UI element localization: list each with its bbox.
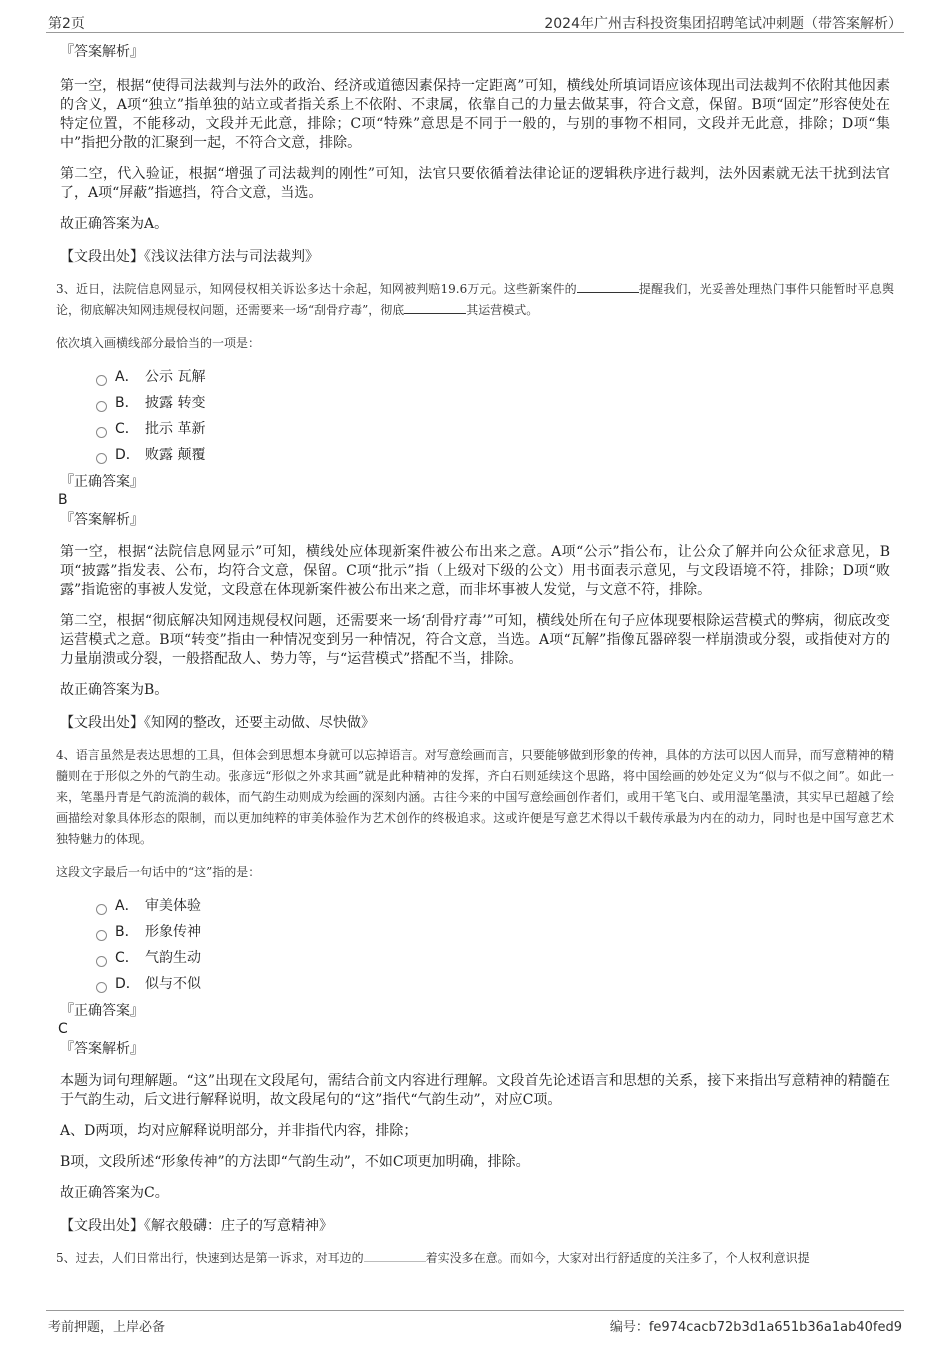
q3-conclusion: 故正确答案为B。 [60,682,169,698]
q4-stem: 4、语言虽然是表达思想的工具，但体会到思想本身就可以忘掉语言。对写意绘画而言，只要能够做到形象的传神，具体的方法可以因人而异，而写意精神的精髓则在于形似之外的气韵生动。张彦远“形似之外求其画”就是此种精神的发挥，齐白石则延续这个思路，将中国绘画的妙处定义为“似与不似之间”。如此一来，笔墨丹青是气韵流淌的载体，而气韵生动则成为绘画的深刻内涵。古往今来的中国写意绘画创作者们，或用干笔飞白、或用湿笔墨渍，其实早已超越了绘画描绘对象具体形态的限制，而以更加纯粹的审美体验作为艺术创作的终极追求。这或许便是写意艺术得以千载传承最为内在的动力，同时也是中国写意艺术独特魅力的体现。 [56,748,894,846]
option-b[interactable]: B． 披露 转变 [96,390,894,416]
radio-icon[interactable] [96,982,107,993]
radio-icon[interactable] [96,401,107,412]
correct-answer-label: 『正确答案』 [60,474,144,490]
q3-prompt: 依次填入画横线部分最恰当的一项是： [56,336,261,350]
radio-icon[interactable] [96,427,107,438]
q4-analysis-p2: A、D两项，均对应解释说明部分，并非指代内容，排除； [60,1123,418,1139]
document-code: 编号：fe974cacb72b3d1a651b36a1ab40fed9 [609,1320,902,1335]
document-title: 2024年广州吉科投资集团招聘笔试冲刺题（带答案解析） [544,16,902,32]
page-number: 第2页 [48,16,85,32]
blank-1 [577,280,639,293]
option-c[interactable]: C． 批示 革新 [96,416,894,442]
footer-slogan: 考前押题，上岸必备 [48,1320,166,1335]
q3-analysis-p2: 第二空，根据“彻底解决知网违规侵权问题，还需要来一场‘刮骨疗毒’”可知，横线处所在句子应体现要根除运营模式的弊病，彻底改变运营模式之意。B项“转变”指由一种情况变到另一种情况，符合文意，当选。A项“瓦解”指像瓦器碎裂一样崩溃或分裂，或指使对方的力量崩溃或分裂，一般搭配敌人、势力等，与“运营模式”搭配不当，排除。 [60,613,890,667]
option-a[interactable]: A． 公示 瓦解 [96,364,894,390]
q3-stem: 3、近日，法院信息网显示，知网侵权相关诉讼多达十余起，知网被判赔19.6万元。这些新案件的 提醒我们，光妥善处理热门事件只能暂时平息舆论，彻底解决知网违规侵权问题，还需要来一场“刮骨疗毒”，彻底 其运营模式。 [56,282,894,317]
q5-stem: 5、过去，人们日常出行，快速到达是第一诉求，对耳边的 着实没多在意。而如今，大家对出行舒适度的关注多了，个人权利意识提 [56,1251,810,1265]
radio-icon[interactable] [96,930,107,941]
q4-conclusion: 故正确答案为C。 [60,1185,169,1201]
option-b[interactable]: B． 形象传神 [96,919,894,945]
blank-1 [364,1249,426,1262]
analysis-label: 『答案解析』 [60,1041,144,1057]
radio-icon[interactable] [96,904,107,915]
page-content [56,42,894,1269]
q4-prompt: 这段文字最后一句话中的“这”指的是： [56,865,261,879]
q4-options [56,893,894,997]
q4-analysis-p1: 本题为词句理解题。“这”出现在文段尾句，需结合前文内容进行理解。文段首先论述语言和思想的关系，接下来指出写意精神的精髓在于气韵生动，后文进行解释说明，故文段尾句的“这”指代“气韵生动”，对应C项。 [60,1073,890,1108]
q4-source: 【文段出处】《解衣般礴：庄子的写意精神》 [60,1218,333,1234]
q4-correct-answer: C [58,1021,68,1037]
q4-analysis-p3: B项，文段所述“形象传神”的方法即“气韵生动”，不如C项更加明确，排除。 [60,1154,530,1170]
blank-2 [404,301,466,314]
q2-analysis-p2: 第二空，代入验证，根据“增强了司法裁判的刚性”可知，法官只要依循着法律论证的逻辑秩序进行裁判，法外因素就无法干扰到法官了，A项“屏蔽”指遮挡，符合文意，当选。 [60,166,890,201]
q3-correct-answer: B [58,492,68,508]
analysis-label: 『答案解析』 [60,44,144,60]
page-header [46,10,904,33]
q2-analysis-p1: 第一空，根据“使得司法裁判与法外的政治、经济或道德因素保持一定距离”可知，横线处所填词语应该体现出司法裁判不依附其他因素的含义，A项“独立”指单独的站立或者指关系上不依附、不隶属，依靠自己的力量去做某事，符合文意，保留。B项“固定”形容使处在特定位置，不能移动，文段并无此意，排除；C项“特殊”意思是不同于一般的，与别的事物不相同，文段并无此意，排除；D项“集中”指把分散的汇聚到一起，不符合文意，排除。 [60,78,890,151]
radio-icon[interactable] [96,453,107,464]
correct-answer-label: 『正确答案』 [60,1003,144,1019]
q2-conclusion: 故正确答案为A。 [60,216,169,232]
option-a[interactable]: A． 审美体验 [96,893,894,919]
option-c[interactable]: C． 气韵生动 [96,945,894,971]
option-d[interactable]: D． 似与不似 [96,971,894,997]
q3-analysis-p1: 第一空，根据“法院信息网显示”可知，横线处应体现新案件被公布出来之意。A项“公示”指公布，让公众了解并向公众征求意见，B项“披露”指发表、公布，均符合文意，保留。C项“批示”指（上级对下级的公文）用书面表示意见，与文段语境不符，排除；D项“败露”指诡密的事被人发觉，文段意在体现新案件被公布出来之意，而非坏事被人发觉，与文意不符，排除。 [60,544,890,598]
q3-source: 【文段出处】《知网的整改，还要主动做、尽快做》 [60,715,375,731]
analysis-label: 『答案解析』 [60,512,144,528]
option-d[interactable]: D． 败露 颠覆 [96,442,894,468]
q3-options [56,364,894,468]
radio-icon[interactable] [96,375,107,386]
radio-icon[interactable] [96,956,107,967]
page-footer [46,1310,904,1335]
q2-source: 【文段出处】《浅议法律方法与司法裁判》 [60,249,319,265]
